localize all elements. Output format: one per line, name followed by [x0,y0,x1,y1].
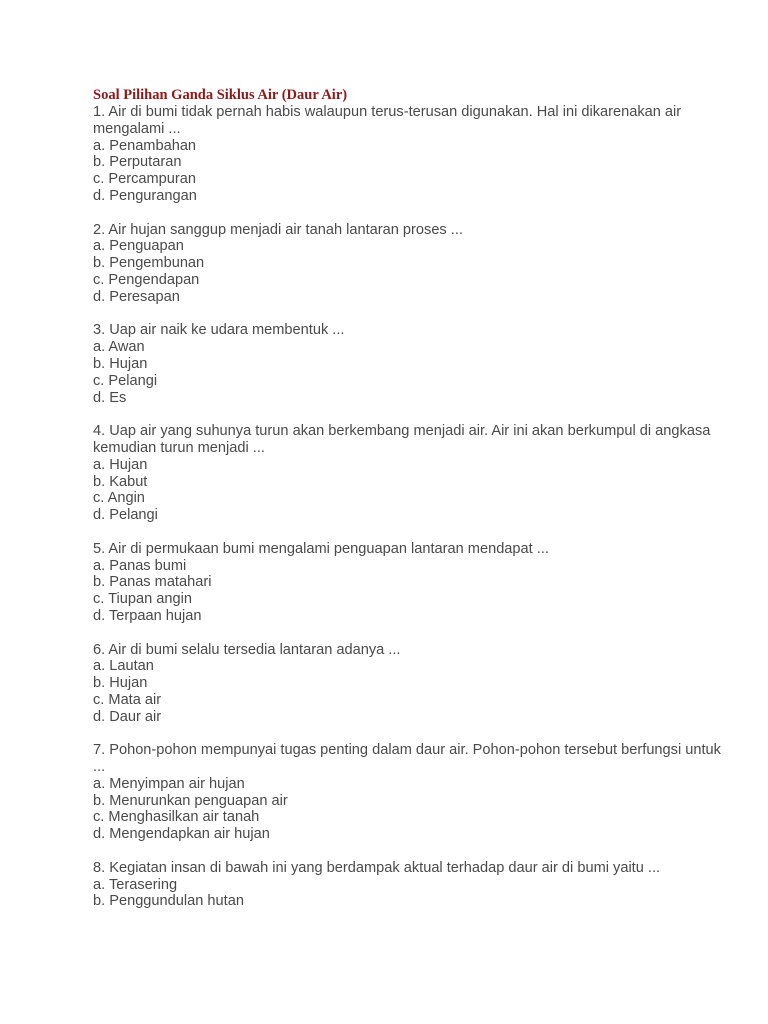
option-d: d. Peresapan [93,288,180,305]
question-text: 1. Air di bumi tidak pernah habis walaupun terus-terusan digunakan. Hal ini dikarenakan air mengalami ... [93,104,682,137]
question-text: 7. Pohon-pohon mempunyai tugas penting dalam daur air. Pohon-pohon tersebut berfungsi untuk ... [93,742,721,776]
question-text: 6. Air di bumi selalu tersedia lantaran adanya ... [93,641,401,658]
question-text: 2. Air hujan sanggup menjadi air tanah lantaran proses ... [93,221,463,238]
question-8 [93,860,733,910]
question-3 [93,322,733,406]
question-6 [93,642,733,726]
option-b: b. Menurunkan penguapan air [93,792,288,809]
option-b: b. Kabut [93,473,148,490]
option-c: c. Mata air [93,691,162,708]
option-a: a. Penguapan [93,238,184,255]
option-d: d. Terpaan hujan [93,607,202,624]
option-b: b. Panas matahari [93,574,212,591]
option-d: d. Es [93,389,127,406]
option-d: d. Mengendapkan air hujan [93,826,270,843]
option-b: b. Pengembunan [93,255,205,272]
option-c: c. Pengendapan [93,271,200,288]
option-a: a. Awan [93,339,145,356]
option-c: c. Pelangi [93,372,158,389]
question-2 [93,222,733,306]
option-d: d. Pelangi [93,507,158,524]
question-4 [93,423,733,524]
option-d: d. Pengurangan [93,187,197,204]
question-1 [93,104,733,205]
option-c: c. Tiupan angin [93,591,192,608]
option-c: c. Percampuran [93,171,197,188]
option-c: c. Menghasilkan air tanah [93,809,260,826]
question-text: 4. Uap air yang suhunya turun akan berkembang menjadi air. Air ini akan berkumpul di angkasa kemudian turun menjadi ... [93,423,711,456]
option-b: b. Hujan [93,355,148,372]
document-page [93,87,733,927]
option-a: a. Panas bumi [93,557,187,574]
option-a: a. Terasering [93,876,178,893]
option-a: a. Lautan [93,658,154,675]
option-c: c. Angin [93,490,145,507]
question-7 [93,742,733,843]
option-b: b. Perputaran [93,154,182,171]
question-text: 8. Kegiatan insan di bawah ini yang berdampak aktual terhadap daur air di bumi yaitu ... [93,859,661,876]
question-text: 5. Air di permukaan bumi mengalami penguapan lantaran mendapat ... [93,540,549,557]
option-a: a. Penambahan [93,137,197,154]
option-a: a. Hujan [93,456,148,473]
option-b: b. Penggundulan hutan [93,893,244,910]
option-d: d. Daur air [93,708,162,725]
option-a: a. Menyimpan air hujan [93,775,245,792]
document-title: Soal Pilihan Ganda Siklus Air (Daur Air) [93,87,348,103]
question-text: 3. Uap air naik ke udara membentuk ... [93,322,345,339]
question-5 [93,541,733,625]
option-b: b. Hujan [93,675,148,692]
